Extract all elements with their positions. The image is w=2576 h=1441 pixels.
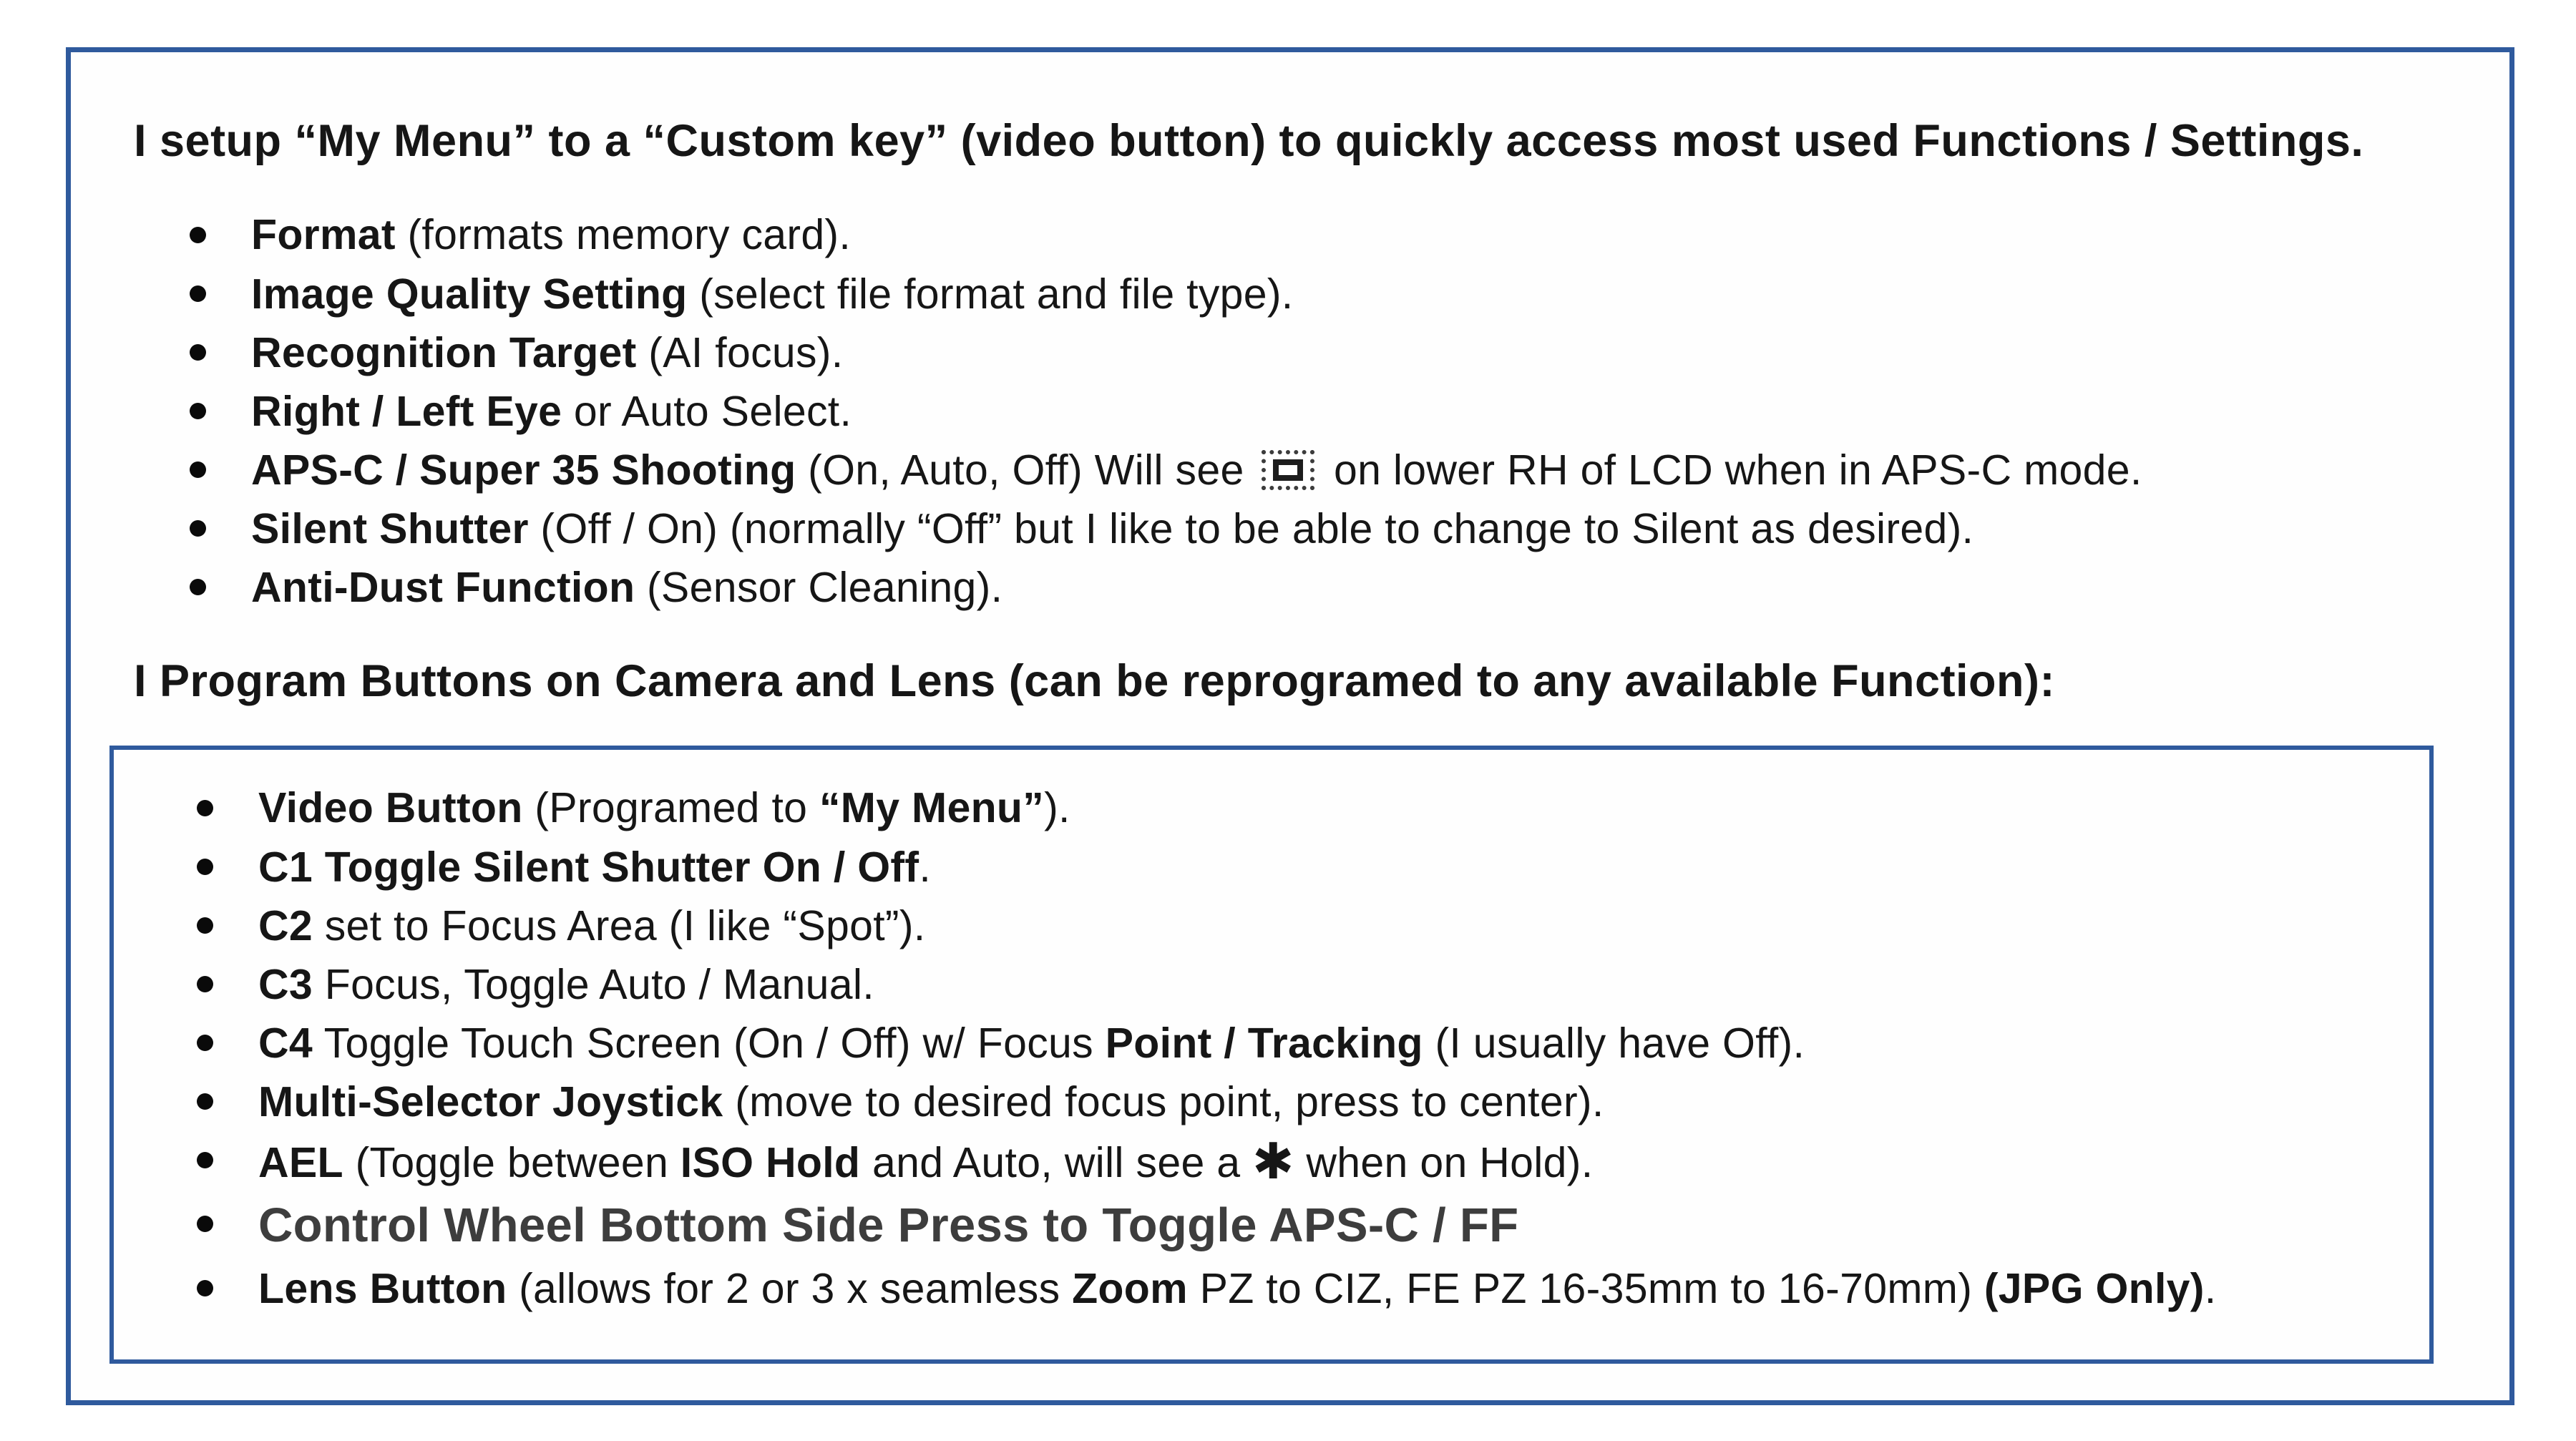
text-segment: Lens Button [258, 1264, 507, 1312]
list-item [192, 961, 2422, 1008]
list-item [185, 446, 2445, 494]
text-segment: (allows for 2 or 3 x seamless [507, 1264, 1073, 1312]
text-segment: Multi-Selector Joystick [258, 1078, 723, 1125]
text-segment: (Off / On) (normally “Off” but I like to be able to change to Silent as desired). [528, 504, 1974, 552]
text-segment: PZ to CIZ, FE PZ 16-35mm to 16-70mm) [1187, 1264, 1984, 1312]
text-segment: . [919, 843, 932, 891]
text-segment: (Programed to [522, 784, 819, 832]
list-item [185, 211, 2445, 258]
text-segment: “My Menu” [819, 784, 1045, 832]
text-segment: . [2204, 1264, 2217, 1312]
text-segment: Recognition Target [251, 328, 637, 376]
outer-border-frame [66, 47, 2514, 1405]
text-segment: (AI focus). [636, 328, 844, 376]
text-segment: (On, Auto, Off) Will see [796, 446, 1257, 494]
list-item [192, 1265, 2422, 1312]
text-segment: (JPG Only) [1984, 1264, 2205, 1312]
text-segment: APS-C / Super 35 Shooting [251, 446, 796, 494]
list-item [185, 564, 2445, 611]
text-segment: ✱ [1252, 1133, 1294, 1189]
text-segment: (I usually have Off). [1423, 1019, 1805, 1067]
list-item [185, 270, 2445, 318]
text-segment: C1 Toggle Silent Shutter On / Off [258, 843, 919, 891]
intro-heading: I setup “My Menu” to a “Custom key” (video button) to quickly access most used Functions / Settings. [134, 116, 2364, 166]
text-segment: Video Button [258, 784, 523, 832]
text-segment: (formats memory card). [395, 211, 852, 259]
text-segment: (move to desired focus point, press to center). [723, 1078, 1604, 1125]
list-item [192, 844, 2422, 891]
text-segment: ISO Hold [680, 1138, 861, 1186]
text-segment: Control Wheel Bottom Side Press to Toggle APS-C / FF [258, 1198, 1519, 1252]
list-item [192, 1078, 2422, 1125]
text-segment: C4 [258, 1019, 313, 1067]
list-item [192, 1198, 2422, 1252]
program-buttons-heading: I Program Buttons on Camera and Lens (can be reprogramed to any available Function): [134, 655, 2055, 706]
text-segment: Zoom [1072, 1264, 1188, 1312]
text-segment: Format [251, 211, 396, 259]
text-segment: C2 [258, 902, 313, 949]
text-segment: Right / Left Eye [251, 387, 562, 435]
program-buttons-list [192, 784, 2422, 1311]
list-item [185, 505, 2445, 552]
text-segment: Anti-Dust Function [251, 563, 635, 611]
text-segment: Focus, Toggle Auto / Manual. [313, 960, 874, 1008]
text-segment: Image Quality Setting [251, 270, 688, 318]
text-segment: ). [1044, 784, 1070, 832]
text-segment: (select file format and file type). [687, 270, 1294, 318]
text-segment: set to Focus Area (I like “Spot”). [313, 902, 926, 949]
text-segment: (Sensor Cleaning). [635, 563, 1003, 611]
text-segment: Silent Shutter [251, 504, 529, 552]
list-item [185, 329, 2445, 376]
aps-c-crop-icon [1262, 450, 1314, 490]
text-segment: Toggle Touch Screen (On / Off) w/ Focus [313, 1019, 1106, 1067]
text-segment: and Auto, will see a [860, 1138, 1253, 1186]
text-segment: (Toggle between [343, 1138, 680, 1186]
list-item [192, 784, 2422, 831]
list-item [192, 902, 2422, 949]
text-segment: Point / Tracking [1105, 1019, 1423, 1067]
list-item [192, 1133, 2422, 1189]
list-item [192, 1020, 2422, 1067]
text-segment: or Auto Select. [562, 387, 852, 435]
program-buttons-box [109, 746, 2434, 1363]
text-segment: on lower RH of LCD when in APS-C mode. [1322, 446, 2142, 494]
list-item [185, 388, 2445, 435]
text-segment: C3 [258, 960, 313, 1008]
text-segment: when on Hold). [1294, 1138, 1594, 1186]
my-menu-list [185, 211, 2445, 611]
text-segment: AEL [258, 1138, 343, 1186]
